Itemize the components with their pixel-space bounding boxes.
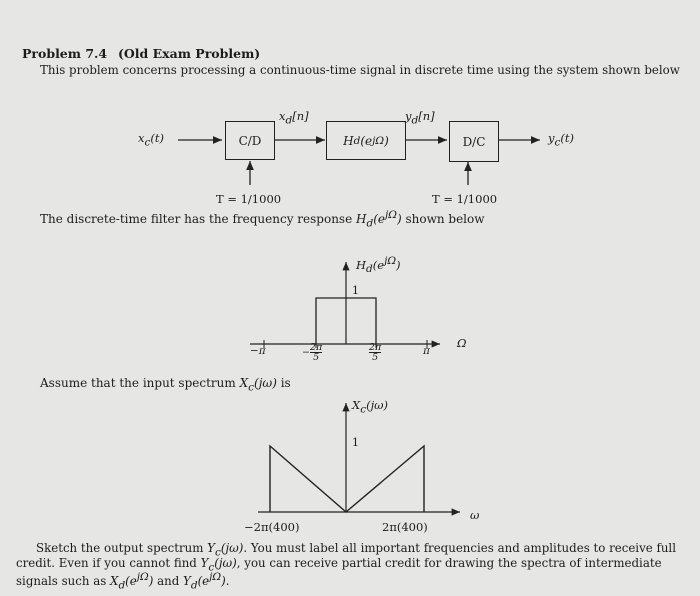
filter-tick-label-2pi5: $\frac{2\pi}{5}$	[369, 342, 382, 363]
filter-amplitude-label: 1	[352, 284, 359, 297]
input-tick-label-pos: 2π(400)	[382, 520, 428, 534]
cd-block: C/D	[225, 121, 275, 160]
input-spectrum-shape	[270, 446, 424, 512]
instruction-line-1: Sketch the output spectrum $Y_c(j\omega)$. You must label all important frequencies and amplitudes to receive full	[36, 541, 676, 559]
input-xlabel: ω	[470, 508, 480, 522]
instruction-line-3: signals such as $X_d(e^{j\Omega})$ and $Y_d(e^{j\Omega})$.	[16, 571, 230, 592]
problem-tag: (Old Exam Problem)	[118, 46, 261, 61]
filter-tick-label-neg-2pi5: − $\frac{2\pi}{5}$	[302, 342, 323, 363]
filter-block: H d (e jΩ )	[326, 121, 406, 160]
period-left-label: T = 1/1000	[216, 192, 282, 206]
instruction-line-2: credit. Even if you cannot find $Y_c(j\omega)$, you can receive partial credit for drawing the spectra of intermediate	[16, 556, 662, 574]
problem-intro: This problem concerns processing a continuous-time signal in discrete time using the system shown below	[40, 63, 680, 77]
input-signal-label: $x_c(t)$	[138, 131, 164, 149]
dc-block: D/C	[449, 121, 499, 162]
xd-signal-label: $x_d[n]$	[279, 109, 309, 127]
input-tick-label-neg: −2π(400)	[244, 520, 300, 534]
period-right-label: T = 1/1000	[432, 192, 498, 206]
filter-statement: The discrete-time filter has the frequency response $H_d(e^{j\Omega})$ shown below	[40, 209, 485, 230]
filter-ylabel: $H_d(e^{j\Omega})$	[356, 255, 401, 276]
problem-number: Problem 7.4	[22, 46, 108, 61]
filter-tick-label-neg-pi: −π	[250, 345, 266, 357]
filter-xlabel: Ω	[457, 336, 467, 350]
input-ylabel: $X_c(j\omega)$	[352, 398, 388, 416]
input-statement: Assume that the input spectrum $X_c(j\omega)$ is	[40, 376, 291, 394]
yd-signal-label: $y_d[n]$	[405, 109, 435, 127]
input-amplitude-label: 1	[352, 436, 359, 449]
filter-tick-label-pi: π	[423, 345, 430, 357]
output-signal-label: $y_c(t)$	[548, 131, 574, 149]
